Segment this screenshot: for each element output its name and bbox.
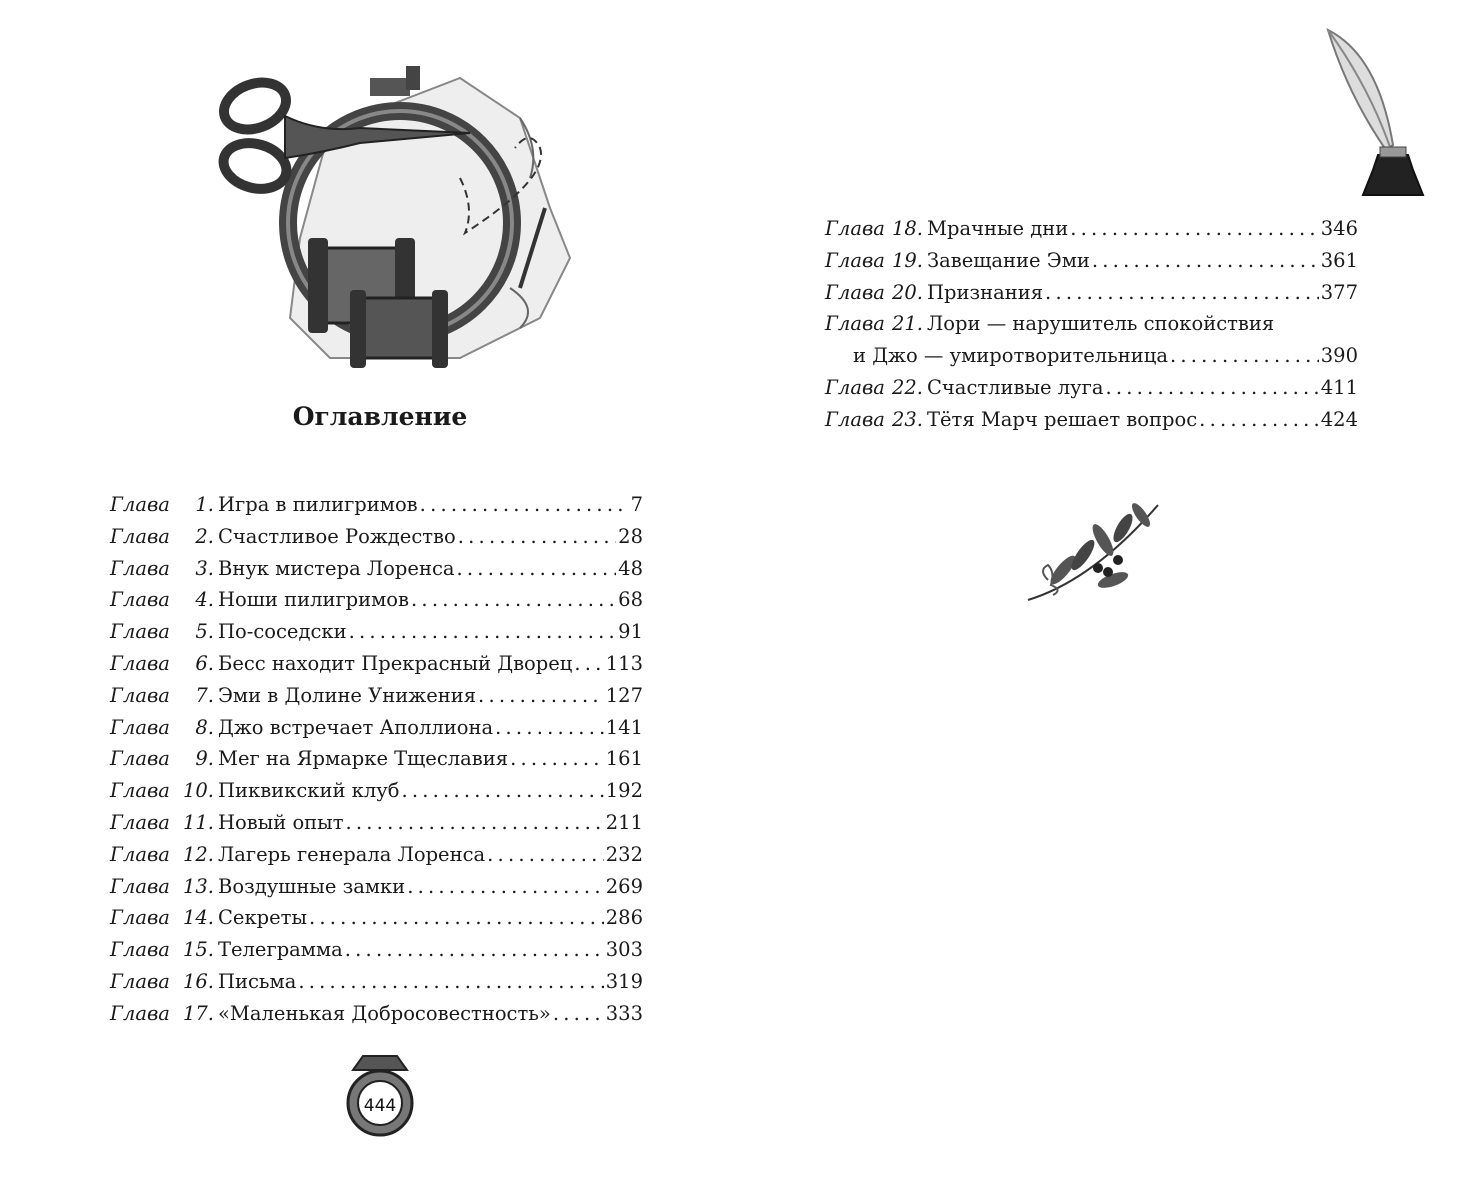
chapter-label xyxy=(825,213,923,245)
chapter-page: 68 xyxy=(618,588,643,612)
leader-dots xyxy=(574,648,603,680)
chapter-page: 377 xyxy=(1320,280,1358,304)
chapter-label xyxy=(110,871,214,903)
chapter-page: 211 xyxy=(605,810,643,834)
leader-dots xyxy=(349,616,617,648)
toc-entry xyxy=(110,934,643,966)
chapter-number: 12. xyxy=(182,842,214,866)
leader-dots xyxy=(495,712,604,744)
chapter-word: Глава xyxy=(110,588,170,612)
chapter-label xyxy=(110,775,214,807)
chapter-title: Лагерь генерала Лоренса xyxy=(218,842,486,866)
toc-entry xyxy=(110,998,643,1030)
chapter-page: 192 xyxy=(605,779,643,803)
chapter-page: 127 xyxy=(605,683,643,707)
toc-entry xyxy=(825,308,1358,340)
chapter-page: 113 xyxy=(605,651,643,675)
leader-dots xyxy=(478,680,604,712)
chapter-word: Глава xyxy=(825,375,885,399)
chapter-page: 361 xyxy=(1320,248,1358,272)
right-page xyxy=(738,0,1477,1182)
chapter-number: 23. xyxy=(891,407,923,431)
toc-title: Оглавление xyxy=(292,402,468,431)
toc-entry xyxy=(825,372,1358,404)
chapter-word: Глава xyxy=(825,407,885,431)
leader-dots xyxy=(411,584,616,616)
chapter-label xyxy=(110,584,214,616)
leader-dots xyxy=(401,775,603,807)
chapter-label xyxy=(825,372,923,404)
leader-dots xyxy=(487,839,604,871)
toc-entry xyxy=(110,616,643,648)
chapter-page: 28 xyxy=(618,524,643,548)
chapter-number: 4. xyxy=(195,588,214,612)
page-number: 444 xyxy=(363,1096,397,1116)
chapter-page: 269 xyxy=(605,874,643,898)
chapter-title: Лори — нарушитель спокойствия xyxy=(927,312,1275,336)
chapter-word: Глава xyxy=(110,842,170,866)
chapter-word: Глава xyxy=(110,620,170,644)
chapter-title: Счастливое Рождество xyxy=(218,524,456,548)
chapter-title: Телеграмма xyxy=(218,938,343,962)
olive-branch-illustration xyxy=(1023,500,1168,615)
chapter-word: Глава xyxy=(825,248,885,272)
chapter-page: 424 xyxy=(1320,407,1358,431)
chapter-number: 7. xyxy=(195,683,214,707)
toc-entry xyxy=(110,775,643,807)
leader-dots xyxy=(1092,245,1319,277)
leader-dots xyxy=(1045,277,1319,309)
chapter-title: Пиквикский клуб xyxy=(218,779,400,803)
leader-dots xyxy=(458,521,616,553)
chapter-word: Глава xyxy=(825,217,885,240)
chapter-number: 20. xyxy=(891,280,923,304)
chapter-title: Джо встречает Аполлиона xyxy=(218,715,494,739)
chapter-number: 10. xyxy=(182,779,214,803)
chapter-page: 7 xyxy=(630,493,643,516)
chapter-word: Глава xyxy=(110,779,170,803)
chapter-page: 232 xyxy=(605,842,643,866)
chapter-word: Глава xyxy=(110,810,170,834)
chapter-number: 3. xyxy=(195,556,214,580)
chapter-word: Глава xyxy=(110,747,170,771)
chapter-title: Новый опыт xyxy=(218,810,344,834)
chapter-number: 8. xyxy=(195,715,214,739)
toc-entry xyxy=(110,871,643,903)
left-page xyxy=(0,0,738,1182)
chapter-page: 91 xyxy=(618,620,643,644)
toc-entry xyxy=(825,404,1358,436)
chapter-page: 141 xyxy=(605,715,643,739)
leader-dots xyxy=(553,998,604,1030)
leader-dots xyxy=(457,553,617,585)
leader-dots xyxy=(1199,404,1319,436)
toc-entry xyxy=(110,902,643,934)
leader-dots xyxy=(345,934,604,966)
chapter-word: Глава xyxy=(110,651,170,675)
chapter-page: 319 xyxy=(605,969,643,993)
chapter-page: 303 xyxy=(605,938,643,962)
quill-icon xyxy=(1318,25,1428,205)
chapter-label xyxy=(110,966,214,998)
chapter-word: Глава xyxy=(110,715,170,739)
chapter-word: Глава xyxy=(110,524,170,548)
chapter-word: Глава xyxy=(110,1001,170,1025)
chapter-label xyxy=(825,308,923,340)
chapter-number: 9. xyxy=(195,747,214,771)
chapter-title: «Маленькая Добросовестность» xyxy=(218,1001,551,1025)
chapter-label xyxy=(825,245,923,277)
leader-dots xyxy=(1170,340,1319,372)
chapter-number: 19. xyxy=(891,248,923,272)
leader-dots xyxy=(309,902,604,934)
toc-entry xyxy=(825,213,1358,245)
chapter-title: Признания xyxy=(927,280,1044,304)
chapter-number: 2. xyxy=(195,524,214,548)
chapter-title: Игра в пилигримов xyxy=(218,493,418,516)
chapter-label xyxy=(110,521,214,553)
leader-dots xyxy=(298,966,603,998)
toc-list-right xyxy=(825,213,1358,436)
chapter-title: Бесс находит Прекрасный Дворец xyxy=(218,651,573,675)
page-number-ring xyxy=(341,1048,419,1140)
toc-entry xyxy=(825,277,1358,309)
chapter-title: Тётя Марч решает вопрос xyxy=(927,407,1198,431)
chapter-page: 286 xyxy=(605,906,643,930)
chapter-title: Завещание Эми xyxy=(927,248,1090,272)
chapter-number: 15. xyxy=(182,938,214,962)
chapter-label xyxy=(825,277,923,309)
toc-entry xyxy=(110,489,643,521)
chapter-title: По-соседски xyxy=(218,620,347,644)
embroidery-hoop-illustration xyxy=(210,58,580,388)
chapter-word: Глава xyxy=(110,906,170,930)
chapter-title: Воздушные замки xyxy=(218,874,406,898)
toc-entry xyxy=(110,521,643,553)
chapter-word: Глава xyxy=(110,938,170,962)
toc-entry xyxy=(110,648,643,680)
chapter-number: 21. xyxy=(891,312,923,336)
chapter-word: Глава xyxy=(110,874,170,898)
chapter-label xyxy=(110,553,214,585)
chapter-number: 18. xyxy=(891,217,923,240)
chapter-label xyxy=(110,616,214,648)
chapter-title: Письма xyxy=(218,969,297,993)
chapter-title: Счастливые луга xyxy=(927,375,1104,399)
chapter-number: 11. xyxy=(182,810,214,834)
toc-entry xyxy=(110,680,643,712)
chapter-title: Эми в Долине Унижения xyxy=(218,683,477,707)
leader-dots xyxy=(407,871,604,903)
chapter-number: 14. xyxy=(182,906,214,930)
chapter-label xyxy=(110,839,214,871)
chapter-title: Секреты xyxy=(218,906,307,930)
chapter-number: 16. xyxy=(182,969,214,993)
chapter-number: 6. xyxy=(195,651,214,675)
leader-dots xyxy=(1070,213,1319,245)
chapter-page: 390 xyxy=(1320,344,1358,368)
olive-branch-icon xyxy=(1023,500,1168,615)
chapter-page: 161 xyxy=(605,747,643,771)
toc-entry xyxy=(110,966,643,998)
toc-entry-continuation xyxy=(825,340,1358,372)
chapter-label xyxy=(110,648,214,680)
chapter-word: Глава xyxy=(825,280,885,304)
ring-icon xyxy=(341,1048,419,1140)
embroidery-hoop-icon xyxy=(210,58,580,388)
chapter-page: 346 xyxy=(1320,217,1358,240)
chapter-label xyxy=(110,934,214,966)
chapter-word: Глава xyxy=(110,683,170,707)
chapter-label xyxy=(110,743,214,775)
toc-entry xyxy=(110,584,643,616)
chapter-title: Внук мистера Лоренса xyxy=(218,556,455,580)
chapter-title-continuation: и Джо — умиротворительница xyxy=(853,344,1168,368)
toc-entry xyxy=(110,712,643,744)
chapter-word: Глава xyxy=(110,493,170,516)
leader-dots xyxy=(420,489,629,521)
toc-entry xyxy=(110,743,643,775)
chapter-label xyxy=(110,902,214,934)
chapter-title: Мрачные дни xyxy=(927,217,1069,240)
chapter-word: Глава xyxy=(110,556,170,580)
chapter-number: 1. xyxy=(195,493,214,516)
chapter-label xyxy=(825,404,923,436)
toc-entry xyxy=(110,839,643,871)
leader-dots xyxy=(345,807,603,839)
chapter-number: 5. xyxy=(195,620,214,644)
chapter-word: Глава xyxy=(825,312,885,336)
chapter-number: 17. xyxy=(182,1001,214,1025)
toc-list-left xyxy=(110,489,643,1030)
chapter-number: 13. xyxy=(182,874,214,898)
leader-dots xyxy=(510,743,604,775)
chapter-page: 333 xyxy=(605,1001,643,1025)
quill-inkwell-illustration xyxy=(1318,25,1428,205)
chapter-page: 411 xyxy=(1320,375,1358,399)
chapter-word: Глава xyxy=(110,969,170,993)
toc-entry xyxy=(110,807,643,839)
chapter-title: Мег на Ярмарке Тщеславия xyxy=(218,747,509,771)
chapter-page: 48 xyxy=(618,556,643,580)
chapter-label xyxy=(110,489,214,521)
chapter-number: 22. xyxy=(891,375,923,399)
leader-dots xyxy=(1105,372,1318,404)
chapter-label xyxy=(110,998,214,1030)
chapter-label xyxy=(110,807,214,839)
toc-entry xyxy=(825,245,1358,277)
chapter-title: Ноши пилигримов xyxy=(218,588,410,612)
chapter-label xyxy=(110,680,214,712)
chapter-label xyxy=(110,712,214,744)
toc-entry xyxy=(110,553,643,585)
